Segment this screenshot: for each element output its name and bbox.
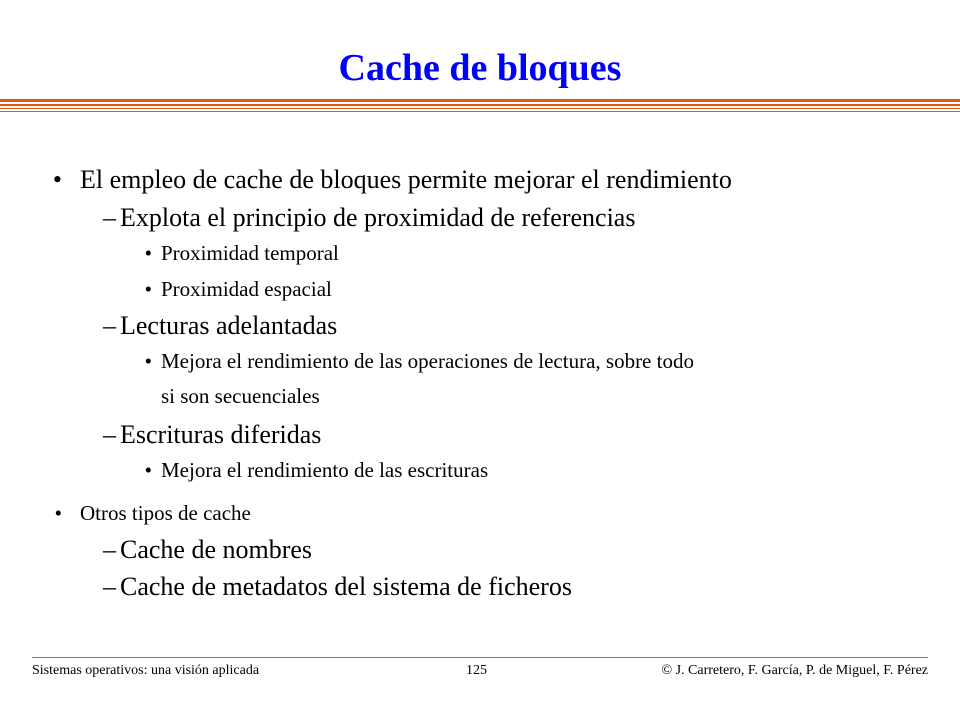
bullet-text: Proximidad temporal xyxy=(161,241,339,265)
bullet-marker: – xyxy=(103,535,116,564)
bullet-text: Escrituras diferidas xyxy=(120,420,322,449)
bullet-text: Cache de metadatos del sistema de ficheros xyxy=(120,572,572,601)
bullet-marker: • xyxy=(144,349,152,373)
bullet-text: Mejora el rendimiento de las escrituras xyxy=(161,458,489,482)
bullet-marker: – xyxy=(103,311,116,340)
bullet-text: El empleo de cache de bloques permite mejorar el rendimiento xyxy=(80,165,732,194)
bullet-marker: • xyxy=(52,165,62,194)
footer-book-title: Sistemas operativos: una visión aplicada xyxy=(32,663,260,678)
bullet-marker: • xyxy=(144,277,152,301)
bullet-text: Mejora el rendimiento de las operaciones de lectura, sobre todo xyxy=(161,349,694,373)
bullet-text: Cache de nombres xyxy=(120,535,313,564)
bullet-marker: – xyxy=(103,420,116,449)
bullet-text: Lecturas adelantadas xyxy=(120,311,338,340)
bullet-marker: • xyxy=(144,241,152,265)
bullet-marker: • xyxy=(144,458,152,482)
bullet-text: Proximidad espacial xyxy=(161,277,332,301)
bullet-marker: – xyxy=(103,203,116,232)
footer-copyright: © J. Carretero, F. García, P. de Miguel, F. Pérez xyxy=(661,663,928,678)
page-number: 125 xyxy=(466,663,487,678)
slide-title: Cache de bloques xyxy=(338,47,622,89)
bullet-text: Otros tipos de cache xyxy=(80,501,251,525)
bullet-text: si son secuenciales xyxy=(161,384,320,408)
footer-divider xyxy=(32,657,928,658)
bullet-marker: – xyxy=(103,572,116,601)
bullet-text: Explota el principio de proximidad de referencias xyxy=(120,203,636,232)
bullet-marker: • xyxy=(54,501,62,525)
